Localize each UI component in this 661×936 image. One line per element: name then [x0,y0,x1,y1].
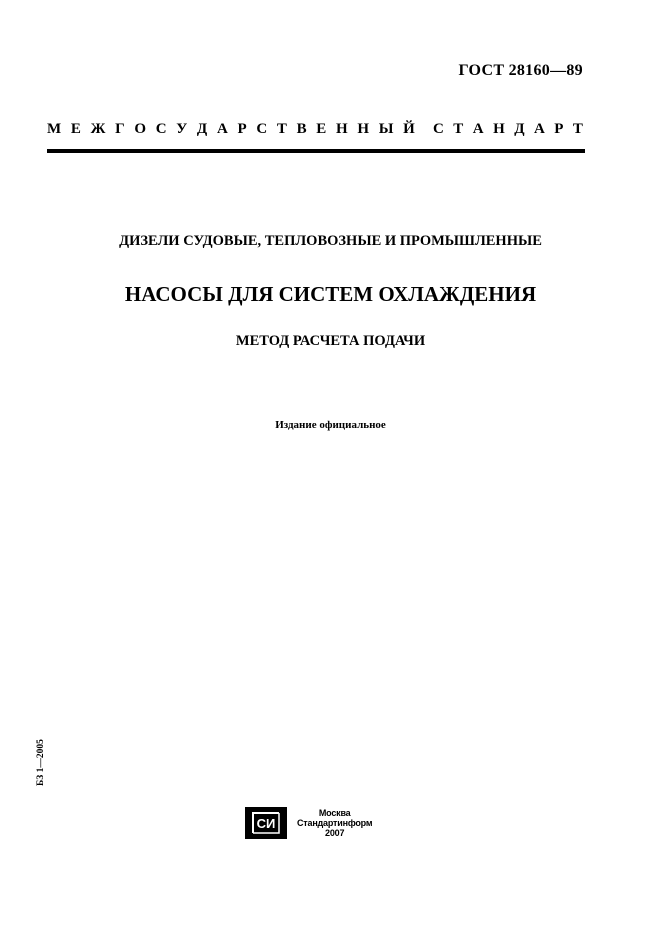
standard-type-letter: Р [237,121,247,137]
standard-type-letter: Г [115,121,125,137]
standard-type-letter: Т [453,121,464,137]
document-id: ГОСТ 28160—89 [458,62,583,79]
standard-type-letter: С [433,121,444,137]
edition-note: Издание официальное [275,419,386,431]
standard-type-letter: С [256,121,268,137]
standard-type-letter: Т [572,121,583,137]
publisher-city: Москва [318,808,351,818]
standard-type-word-standard [433,121,583,138]
standard-type-letter: В [296,121,307,137]
standard-type-letter: А [472,121,484,137]
side-note: БЗ 1—2005 [36,739,46,786]
standard-type-letter: Ж [90,121,106,137]
standard-type-letter: С [155,121,167,137]
standard-type-letter: Н [493,121,505,137]
publisher-text [297,808,372,838]
standard-type-letter: Е [70,121,81,137]
standard-type-letter: Е [316,121,327,137]
publisher-logo-icon [245,807,287,839]
publisher-name: Стандартинформ [297,818,373,828]
publisher-block [245,806,372,840]
standard-type-letter: А [533,121,545,137]
standard-type-letter: Н [357,121,369,137]
standard-type-letter: Т [276,121,287,137]
document-subtitle: ДИЗЕЛИ СУДОВЫЕ, ТЕПЛОВОЗНЫЕ И ПРОМЫШЛЕННЫЕ [119,233,542,249]
header-rule [47,149,585,153]
standard-type-letter: У [176,121,188,137]
standard-type-letter: А [216,121,228,137]
standard-type-letter: Р [554,121,564,137]
publisher-logo-text: СИ [256,816,276,831]
document-method-title: МЕТОД РАСЧЕТА ПОДАЧИ [235,333,426,349]
publisher-year: 2007 [325,828,345,838]
standard-type-letter: Ы [378,121,394,137]
standard-type-heading [47,121,583,138]
standard-type-letter: Н [335,121,348,137]
standard-type-word-interstate [47,121,415,138]
document-title: НАСОСЫ ДЛЯ СИСТЕМ ОХЛАЖДЕНИЯ [124,282,537,306]
standard-type-letter: М [47,121,62,137]
standard-type-letter: Д [196,121,208,137]
standard-type-letter: Й [403,121,415,137]
standard-type-letter: О [134,121,146,137]
standard-type-letter: Д [514,121,525,137]
